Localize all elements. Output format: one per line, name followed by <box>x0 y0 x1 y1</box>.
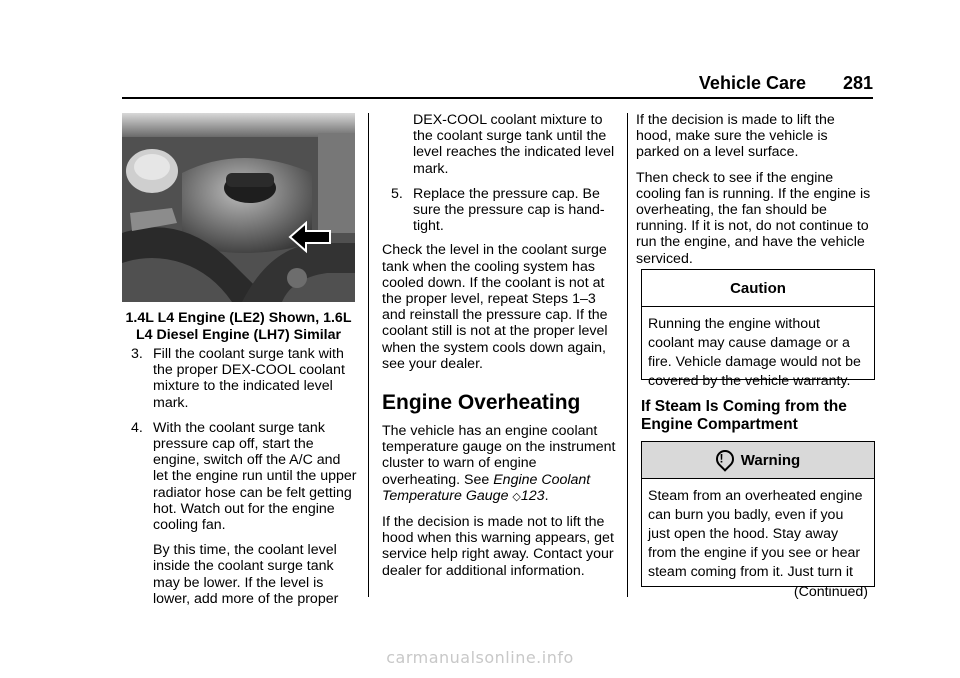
subsection-heading-steam: If Steam Is Coming from the Engine Compartment <box>641 398 847 433</box>
warning-continued: (Continued) <box>793 584 868 600</box>
section-heading-engine-overheating: Engine Overheating <box>382 391 581 415</box>
column-divider-1 <box>368 113 369 597</box>
step-4-paragraph-2: By this time, the coolant level inside the coolant surge tank may be lower. If the level is lower, add more of the proper <box>153 542 339 607</box>
cooling-fan-paragraph: Then check to see if the engine cooling fan is running. If the engine is overheating, the fan should be running. If it is not, do not continue to run the engine, and have the vehicle serviced. <box>636 169 871 267</box>
caution-text: Running the engine without coolant may cause damage or a fire. Vehicle damage would not be covered by the vehicle warranty. <box>648 316 861 389</box>
step-4 <box>122 420 358 533</box>
step-5 <box>382 186 618 235</box>
overheating-paragraph-end: . <box>544 487 549 504</box>
step-3 <box>122 346 358 411</box>
column-divider-2 <box>627 113 628 597</box>
column-2-text <box>382 112 618 579</box>
engine-compartment-photo <box>122 113 355 302</box>
page-section-title: Vehicle Care <box>698 73 806 93</box>
figure-caption-line-2: L4 Diesel Engine (LH7) Similar <box>136 327 341 343</box>
page-number: 281 <box>842 73 873 93</box>
column-1-text <box>122 346 358 607</box>
do-not-lift-hood-paragraph: If the decision is made not to lift the hood when this warning appears, get service help right away. Contact your dealer for additional information. <box>382 514 614 579</box>
step-5-number: 5. <box>391 185 403 202</box>
warning-header <box>642 442 874 479</box>
column-3-text <box>636 112 874 267</box>
check-level-paragraph: Check the level in the coolant surge tank when the cooling system has cooled down. If the coolant is not at the proper level, repeat Steps 1–3 and reinstall the pressure cap. If the coolant still is not at the proper level when the system cools down again, see your dealer. <box>382 242 608 372</box>
overheating-paragraph-text: The vehicle has an engine coolant temperature gauge on the instrument cluster to warn of engine overheating. See <box>382 423 616 488</box>
lift-hood-paragraph: If the decision is made to lift the hood, make sure the vehicle is parked on a level surface. <box>636 112 835 161</box>
figure-caption-line-1: 1.4L L4 Engine (LE2) Shown, 1.6L <box>125 310 352 326</box>
step-3-number: 3. <box>131 346 143 362</box>
warning-box <box>641 441 875 600</box>
page-ref-number[interactable]: 123 <box>520 487 545 504</box>
link-engine-coolant-temperature-gauge[interactable]: Engine Coolant Temperature Gauge <box>382 471 591 504</box>
page-ref-icon: ◇ <box>512 490 521 503</box>
figure-caption <box>122 310 355 344</box>
step-4-continued: DEX-COOL coolant mixture to the coolant surge tank until the level reaches the indicated level mark. <box>413 112 615 177</box>
warning-icon <box>712 446 737 471</box>
subsection-block <box>641 398 875 434</box>
caution-box <box>641 269 875 389</box>
step-3-text: Fill the coolant surge tank with the proper DEX-COOL coolant mixture to the indicated level mark. <box>153 346 345 411</box>
warning-title: Warning <box>740 451 801 469</box>
overheating-paragraph <box>382 423 618 505</box>
step-5-text: Replace the pressure cap. Be sure the pressure cap is hand-tight. <box>413 185 605 235</box>
watermark: carmanualsonline.info <box>386 648 574 667</box>
warning-text: Steam from an overheated engine can burn you badly, even if you just open the hood. Stay away from the engine if you see or hear steam coming from it. Just turn it <box>648 488 863 580</box>
step-4-text: With the coolant surge tank pressure cap off, start the engine, switch off the A/C and let the engine run until the upper radiator hose can be felt getting hot. Watch out for the engine cooling fan. <box>153 419 357 534</box>
caution-title: Caution <box>642 270 874 307</box>
header-rule <box>122 97 873 99</box>
step-4-number: 4. <box>131 419 143 436</box>
